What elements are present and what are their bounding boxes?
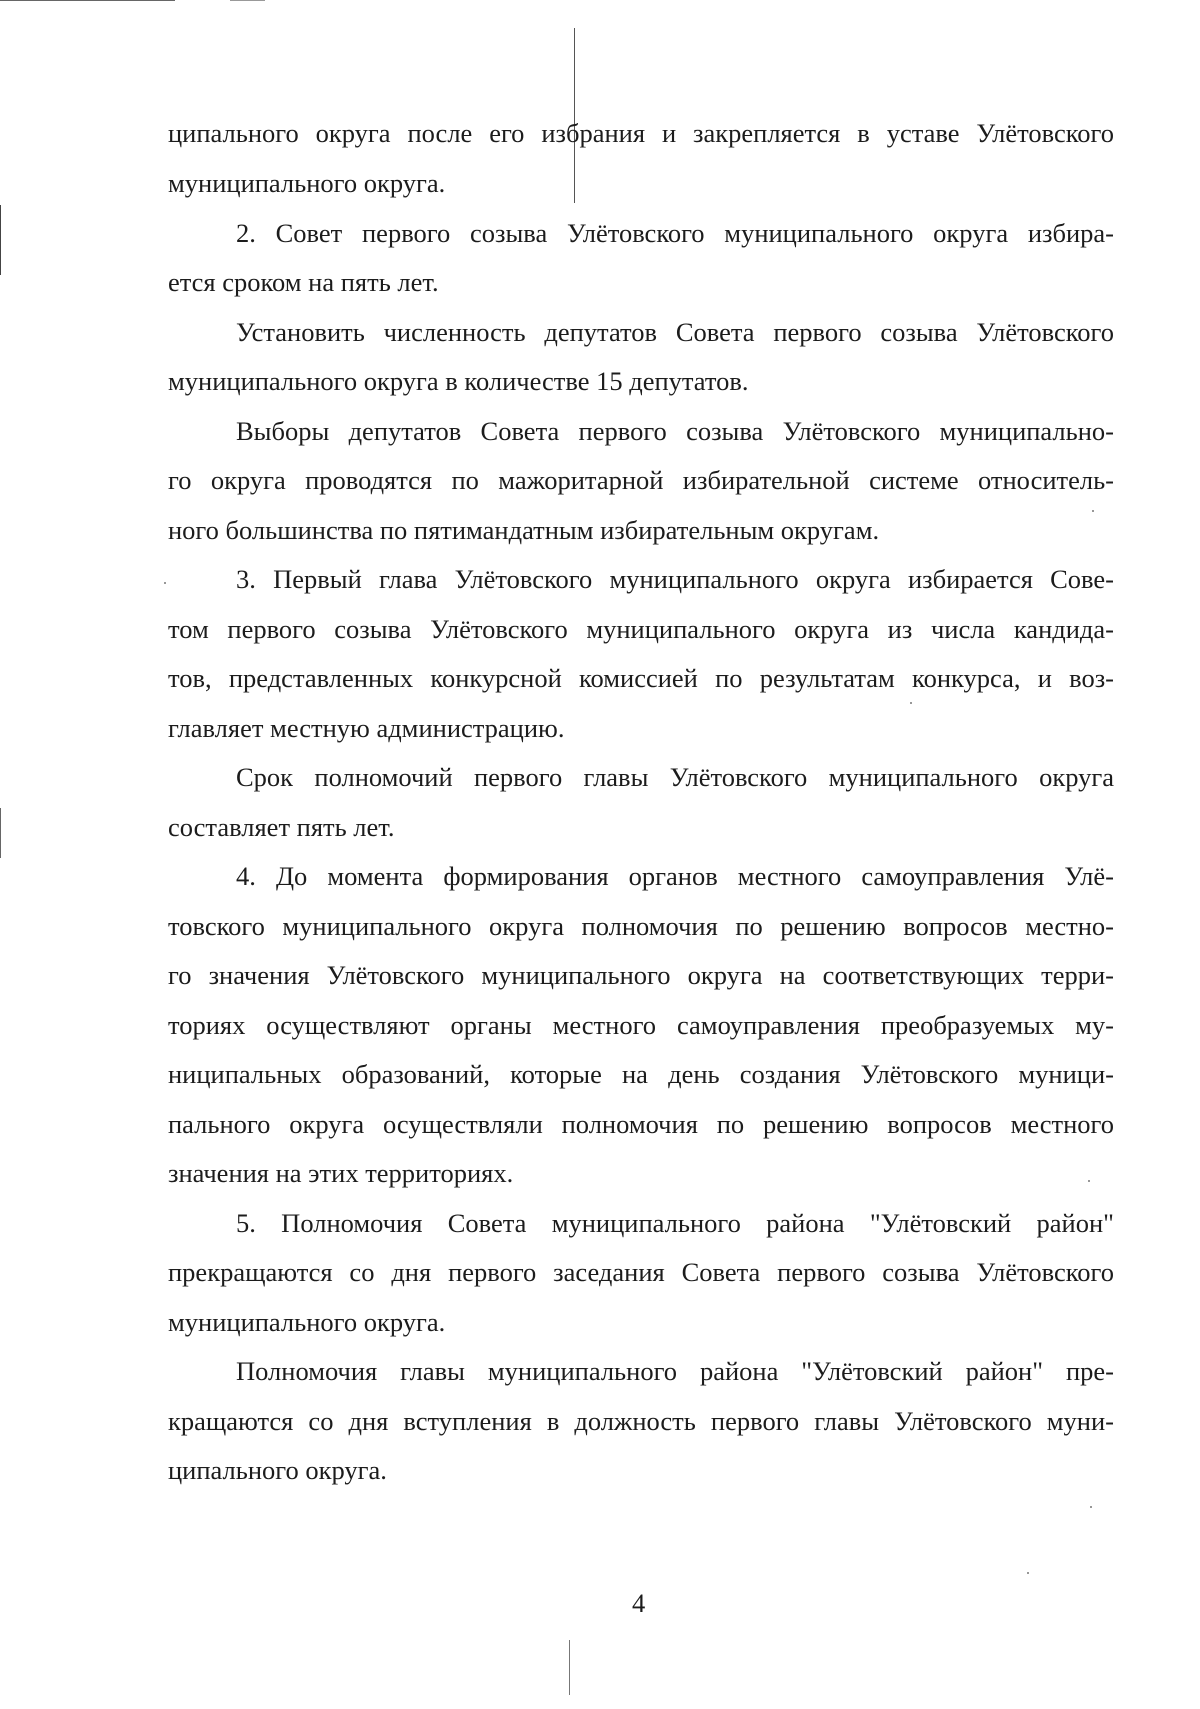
text-line: Выборы депутатов Совета первого созыва Улётовского муниципально- xyxy=(236,416,1114,446)
scan-left-edge-mark xyxy=(0,205,1,275)
text-line: товского муниципального округа полномочия по решению вопросов местно- xyxy=(168,911,1114,941)
text-line: кращаются со дня вступления в должность первого главы Улётовского муни- xyxy=(168,1406,1114,1436)
scan-speck xyxy=(1088,1180,1090,1182)
text-line: ется сроком на пять лет. xyxy=(168,267,439,297)
scan-edge-line-top xyxy=(0,0,175,1)
scan-speck xyxy=(910,702,912,704)
text-line: ципального округа. xyxy=(168,1455,387,1485)
text-line: 4. До момента формирования органов местного самоуправления Улё- xyxy=(236,861,1114,891)
text-line: том первого созыва Улётовского муниципального округа из числа кандида- xyxy=(168,614,1114,644)
text-line: тов, представленных конкурсной комиссией по результатам конкурса, и воз- xyxy=(168,663,1114,693)
text-line: Срок полномочий первого главы Улётовского муниципального округа xyxy=(236,762,1114,792)
text-line: ниципальных образований, которые на день создания Улётовского муници- xyxy=(168,1059,1114,1089)
scan-speck xyxy=(1027,1572,1029,1574)
scan-fold-line-upper xyxy=(574,28,575,203)
scan-speck xyxy=(1090,1506,1092,1508)
text-line: муниципального округа в количестве 15 депутатов. xyxy=(168,366,749,396)
text-line: прекращаются со дня первого заседания Совета первого созыва Улётовского xyxy=(168,1257,1114,1287)
scan-left-edge-mark-2 xyxy=(0,808,1,858)
text-line: 3. Первый глава Улётовского муниципального округа избирается Сове- xyxy=(236,564,1114,594)
scan-edge-line-top-short xyxy=(230,0,265,1)
text-line: ного большинства по пятимандатным избирательным округам. xyxy=(168,515,880,545)
text-line: значения на этих территориях. xyxy=(168,1158,514,1188)
text-line: Установить численность депутатов Совета первого созыва Улётовского xyxy=(236,317,1114,347)
scan-speck xyxy=(1092,510,1094,512)
scan-fold-line-lower xyxy=(569,1640,570,1695)
text-line: Полномочия главы муниципального района "Улётовский район" пре- xyxy=(236,1356,1114,1386)
page-number: 4 xyxy=(632,1588,646,1618)
text-line: го округа проводятся по мажоритарной избирательной системе относитель- xyxy=(168,465,1114,495)
text-line: 2. Совет первого созыва Улётовского муниципального округа избира- xyxy=(236,218,1114,248)
text-line: го значения Улётовского муниципального округа на соответствующих терри- xyxy=(168,960,1114,990)
text-line: составляет пять лет. xyxy=(168,812,395,842)
text-line: ториях осуществляют органы местного самоуправления преобразуемых му- xyxy=(168,1010,1114,1040)
scan-speck xyxy=(164,582,166,584)
text-line: 5. Полномочия Совета муниципального района "Улётовский район" xyxy=(236,1208,1114,1238)
text-line: ципального округа после его избрания и закрепляется в уставе Улётовского xyxy=(168,118,1114,148)
text-line: пального округа осуществляли полномочия по решению вопросов местного xyxy=(168,1109,1114,1139)
text-line: муниципального округа. xyxy=(168,1307,446,1337)
text-line: главляет местную администрацию. xyxy=(168,713,565,743)
text-line: муниципального округа. xyxy=(168,168,446,198)
